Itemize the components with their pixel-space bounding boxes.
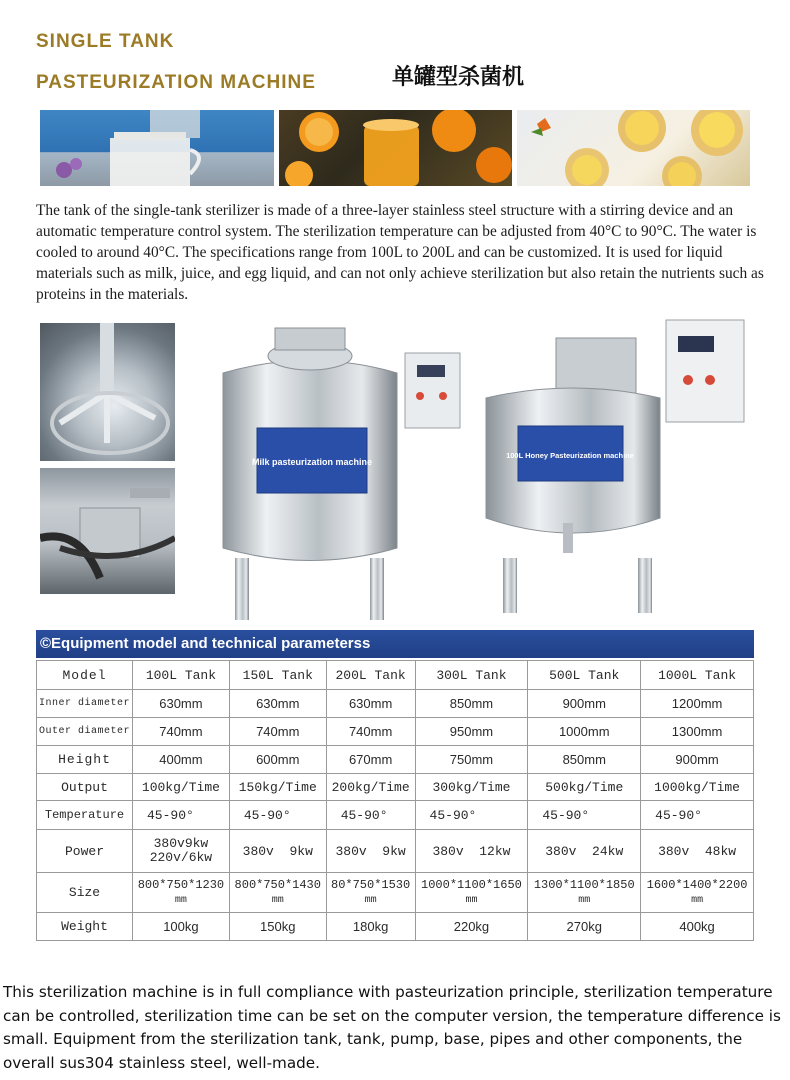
- title-chinese: 单罐型杀菌机: [392, 65, 525, 90]
- table-cell: 100kg/Time: [133, 774, 230, 801]
- row-label: Temperature: [37, 801, 133, 830]
- table-cell: [326, 873, 415, 913]
- table-cell: 630mm: [326, 690, 415, 718]
- table-title-bar: [36, 630, 754, 658]
- spec-table: [36, 660, 754, 941]
- size-value: 1300*1100*1850: [533, 877, 635, 892]
- size-value: 800*750*1430: [234, 877, 321, 892]
- table-title: ©Equipment model and technical parameterss: [40, 635, 371, 652]
- table-cell: 220kg: [415, 913, 528, 941]
- intro-paragraph: The tank of the single-tank sterilizer is made of a three-layer stainless steel structure with a stirring device and an automatic temperature control system. The sterilization temperature can be adjusted from 40°C to 90°C. The water is cooled to around 40°C. The specifications range from 100L to 200L and can be customized. It is used for liquid materials such as milk, juice, and egg liquid, and can not only achieve sterilization but also retain the nutrients such as proteins in the materials.: [36, 202, 764, 303]
- table-row: [37, 830, 754, 873]
- size-unit: mm: [465, 894, 478, 906]
- table-row: [37, 746, 754, 774]
- size-value: 800*750*1230: [137, 877, 225, 892]
- table-cell: 1300mm: [641, 718, 754, 746]
- table-cell: 100kg: [133, 913, 230, 941]
- table-row: [37, 774, 754, 801]
- left-tank-label: Milk pasteurization machine: [251, 457, 373, 467]
- table-cell: 900mm: [528, 690, 641, 718]
- table-cell: 740mm: [326, 718, 415, 746]
- valve-detail-photo: [40, 468, 175, 594]
- row-label: Outer diameter: [37, 718, 133, 746]
- table-row: [37, 801, 754, 830]
- size-value: 80*750*1530: [331, 877, 411, 892]
- table-cell: 670mm: [326, 746, 415, 774]
- table-cell: 630mm: [229, 690, 326, 718]
- table-cell: [133, 873, 230, 913]
- size-unit: mm: [271, 894, 284, 906]
- table-cell: 45-90°: [641, 801, 754, 830]
- table-cell: 400kg: [641, 913, 754, 941]
- juice-banner-image: [279, 110, 512, 186]
- size-unit: mm: [691, 894, 704, 906]
- table-cell: 950mm: [415, 718, 528, 746]
- table-cell: 45-90°: [133, 801, 230, 830]
- table-cell: [641, 873, 754, 913]
- column-header: 100L Tank: [133, 661, 230, 690]
- row-label: Output: [37, 774, 133, 801]
- table-cell: 150kg/Time: [229, 774, 326, 801]
- table-cell: 380v9kw 220v/6kw: [133, 830, 230, 873]
- title-line-2: PASTEURIZATION MACHINE: [36, 72, 316, 93]
- table-cell: 45-90°: [528, 801, 641, 830]
- table-cell: 850mm: [528, 746, 641, 774]
- table-cell: 1200mm: [641, 690, 754, 718]
- table-cell: 380v 9kw: [229, 830, 326, 873]
- table-cell: 1000mm: [528, 718, 641, 746]
- table-cell: 900mm: [641, 746, 754, 774]
- table-cell: 750mm: [415, 746, 528, 774]
- table-cell: 45-90°: [326, 801, 415, 830]
- size-value: 1000*1100*1650: [421, 877, 522, 892]
- column-header: 150L Tank: [229, 661, 326, 690]
- column-header: 1000L Tank: [641, 661, 754, 690]
- column-header: 200L Tank: [326, 661, 415, 690]
- table-cell: 380v 48kw: [641, 830, 754, 873]
- table-cell: 200kg/Time: [326, 774, 415, 801]
- table-cell: 740mm: [229, 718, 326, 746]
- table-cell: 180kg: [326, 913, 415, 941]
- table-row: [37, 718, 754, 746]
- table-cell: 600mm: [229, 746, 326, 774]
- milk-banner-image: [40, 110, 274, 186]
- size-unit: mm: [174, 894, 187, 906]
- table-cell: 1000kg/Time: [641, 774, 754, 801]
- table-cell: 270kg: [528, 913, 641, 941]
- table-cell: 380v 12kw: [415, 830, 528, 873]
- title-line-1: SINGLE TANK: [36, 31, 175, 52]
- size-unit: mm: [364, 894, 377, 906]
- table-cell: 630mm: [133, 690, 230, 718]
- table-cell: 150kg: [229, 913, 326, 941]
- table-cell: 740mm: [133, 718, 230, 746]
- table-row: [37, 873, 754, 913]
- table-header-row: [37, 661, 754, 690]
- table-cell: 380v 24kw: [528, 830, 641, 873]
- row-label: Height: [37, 746, 133, 774]
- table-cell: [229, 873, 326, 913]
- column-header: Model: [37, 661, 133, 690]
- table-cell: 380v 9kw: [326, 830, 415, 873]
- table-cell: [528, 873, 641, 913]
- size-value: 1600*1400*2200: [646, 877, 748, 892]
- table-cell: [415, 873, 528, 913]
- outro-paragraph: This sterilization machine is in full compliance with pasteurization principle, sterilization temperature can be controlled, sterilization time can be set on the computer version, the temperature difference is small. Equipment from the sterilization tank, tank, pump, base, pipes and other components, the overall sus304 stainless steel, well-made.: [3, 983, 781, 1072]
- table-row: [37, 913, 754, 941]
- table-cell: 45-90°: [229, 801, 326, 830]
- table-cell: 850mm: [415, 690, 528, 718]
- table-cell: 400mm: [133, 746, 230, 774]
- honey-pasteurization-tank-photo: [478, 318, 778, 623]
- table-row: [37, 690, 754, 718]
- column-header: 500L Tank: [528, 661, 641, 690]
- row-label: Inner diameter: [37, 690, 133, 718]
- milk-pasteurization-tank-photo: [205, 318, 475, 623]
- row-label: Power: [37, 830, 133, 873]
- right-tank-label: 100L Honey Pasteurization machine: [506, 451, 634, 460]
- size-unit: mm: [578, 894, 591, 906]
- row-label: Size: [37, 873, 133, 913]
- agitator-detail-photo: [40, 323, 175, 461]
- table-cell: 500kg/Time: [528, 774, 641, 801]
- row-label: Weight: [37, 913, 133, 941]
- column-header: 300L Tank: [415, 661, 528, 690]
- table-cell: 45-90°: [415, 801, 528, 830]
- egg-tart-banner-image: [517, 110, 750, 186]
- table-cell: 300kg/Time: [415, 774, 528, 801]
